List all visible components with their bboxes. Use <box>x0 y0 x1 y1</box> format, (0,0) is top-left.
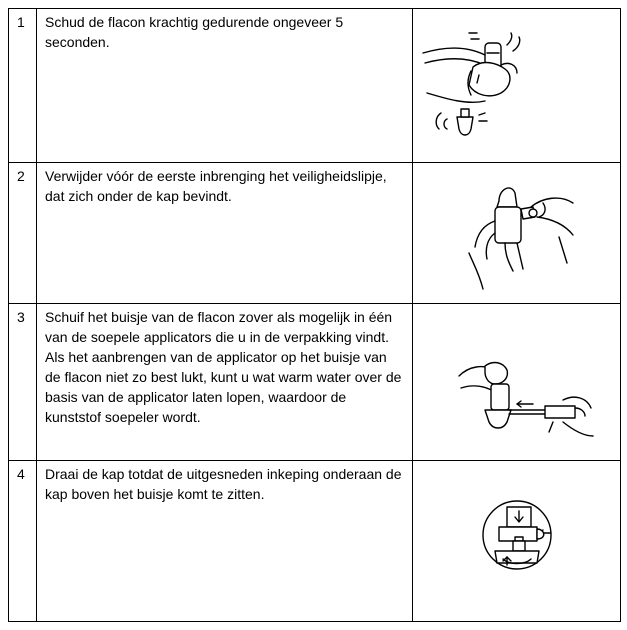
step-illustration-cell <box>413 304 621 461</box>
step-text: Draai de kap totdat de uitgesneden inkeping onderaan de kap boven het buisje komt te zitten. <box>37 461 413 622</box>
step-illustration-cell <box>413 9 621 163</box>
step-text: Schuif het buisje van de flacon zover als mogelijk in één van de soepele applicators die u in de verpakking vindt. Als het aanbrengen van de applicator op het buisje van de flacon niet zo best lukt, kunt u wat warm water over de basis van de applicator laten lopen, waardoor de kunststof soepeler wordt. <box>37 304 413 461</box>
instruction-steps-table <box>8 8 621 622</box>
step-number: 2 <box>9 163 37 304</box>
step-number: 1 <box>9 9 37 163</box>
attach-applicator-icon <box>413 304 620 460</box>
step-text: Verwijder vóór de eerste inbrenging het veiligheidslipje, dat zich onder de kap bevindt. <box>37 163 413 304</box>
step-illustration-cell <box>413 163 621 304</box>
shaking-bottle-icon <box>413 9 620 162</box>
step-row-2 <box>9 163 621 304</box>
turn-cap-icon <box>413 461 620 621</box>
step-number: 3 <box>9 304 37 461</box>
step-row-4 <box>9 461 621 622</box>
step-text: Schud de flacon krachtig gedurende ongeveer 5 seconden. <box>37 9 413 163</box>
step-illustration-cell <box>413 461 621 622</box>
step-number: 4 <box>9 461 37 622</box>
step-row-3 <box>9 304 621 461</box>
remove-safety-tab-icon <box>413 163 620 303</box>
step-row-1 <box>9 9 621 163</box>
